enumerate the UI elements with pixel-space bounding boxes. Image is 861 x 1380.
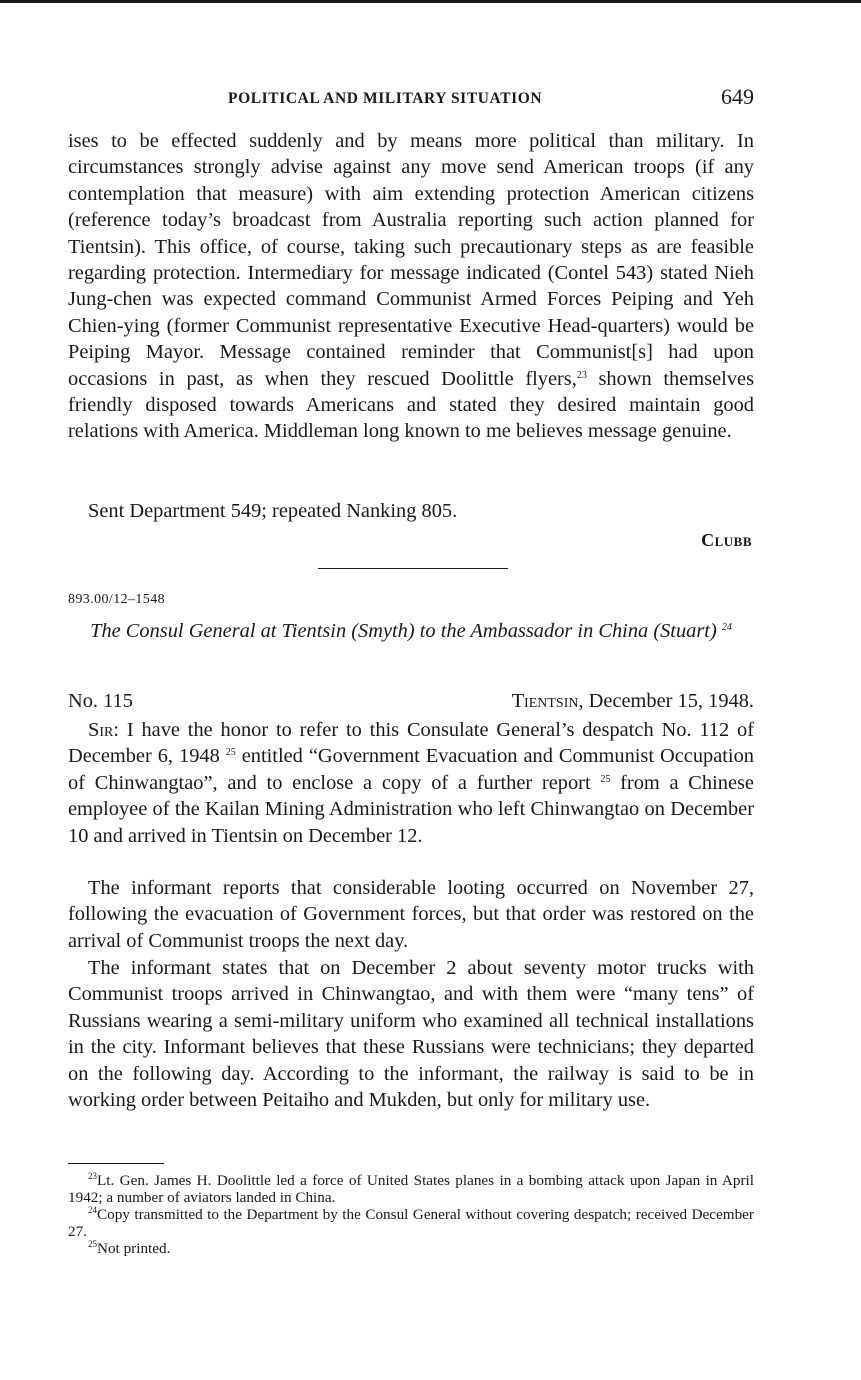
document-heading	[68, 618, 754, 644]
footnotes	[68, 1172, 754, 1257]
running-header	[68, 86, 754, 114]
signature: Clubb	[701, 530, 752, 550]
paragraph-text: entitled “Government Evacuation and Communist Occupation of Chinwangtao”, and to enclose a copy of a further report	[68, 745, 754, 794]
file-number: 893.00/12–1548	[68, 592, 165, 607]
footnote-rule	[68, 1163, 164, 1164]
footnote-text: Not printed.	[97, 1240, 171, 1257]
paragraph-russians-report: The informant states that on December 2 about seventy motor trucks with Communist troops arrived in Chinwangtao, and with them were “many tens” of Russians wearing a semi-military uniform who examined all technical installations in the city. Informant believes that these Russians were technicians; they departed on the following day. According to the informant, the railway is said to be in working order between Peitaiho and Mukden, but only for military use.	[68, 957, 754, 1112]
place-and-date	[512, 690, 754, 713]
footnote	[68, 1206, 754, 1240]
despatch-number: No. 115	[68, 690, 133, 712]
top-edge-rule	[0, 0, 861, 3]
document-heading-text: The Consul General at Tientsin (Smyth) to the Ambassador in China (Stuart)	[90, 620, 717, 642]
footnote-text: Copy transmitted to the Department by the Consul General without covering despatch; received December 27.	[68, 1206, 754, 1240]
paragraph-salutation	[68, 717, 754, 849]
paragraph-text: ises to be effected suddenly and by means more political than military. In circumstances strongly advise against any move send American troops (if any contemplation that measure) with aim extending protection American citizens (reference today’s broadcast from Australia reporting such action planned for Tientsin). This office, of course, taking such precautionary steps as are feasible regarding protection. Intermediary for message indicated (Contel 543) stated Nieh Jung-chen was expected command Communist Armed Forces Peiping and Yeh Chien-ying (former Communist representative Executive Head-quarters) would be Peiping Mayor. Message contained reminder that Communist[s] had upon occasions in past, as when they rescued Doolittle flyers,	[68, 130, 754, 390]
footnote-ref-25[interactable]: 25	[225, 747, 236, 759]
footnote-mark: 23	[88, 1171, 97, 1181]
footnote-ref-25[interactable]: 25	[600, 773, 611, 785]
date: , December 15, 1948.	[578, 690, 754, 712]
footnote-ref-23[interactable]: 23	[576, 369, 587, 381]
paragraph-text: from a Chinese employee of the Kailan Mining Administration who left Chinwangtao on December 10 and arrived in Tientsin on December 12.	[68, 771, 754, 847]
paragraph-sent-line: Sent Department 549; repeated Nanking 805.	[88, 500, 458, 522]
section-divider	[318, 568, 508, 569]
footnote-ref-24[interactable]: 24	[721, 622, 732, 633]
footnote-mark: 24	[88, 1205, 97, 1215]
running-title: POLITICAL AND MILITARY SITUATION	[228, 90, 543, 107]
paragraph-telegram-body	[68, 128, 754, 445]
paragraph-looting-report: The informant reports that considerable looting occurred on November 27, following the evacuation of Government forces, but that order was restored on the arrival of Communist troops the next day.	[68, 877, 754, 952]
salutation: Sir	[88, 719, 114, 741]
footnote	[68, 1240, 754, 1257]
footnote-text: Lt. Gen. James H. Doolittle led a force of United States planes in a bombing attack upon Japan in April 1942; a number of aviators landed in China.	[68, 1172, 754, 1206]
footnote-mark: 25	[88, 1239, 97, 1249]
paragraph-text: shown themselves friendly disposed towards Americans and stated they desired maintain good relations with America. Middleman long known to me believes message genuine.	[68, 367, 754, 443]
paragraph-text: : I have the honor to refer to this Consulate General’s despatch No. 112 of December 6, 1948	[68, 719, 754, 768]
page-number: 649	[721, 84, 754, 109]
place: Tientsin	[511, 690, 579, 712]
footnote	[68, 1172, 754, 1206]
